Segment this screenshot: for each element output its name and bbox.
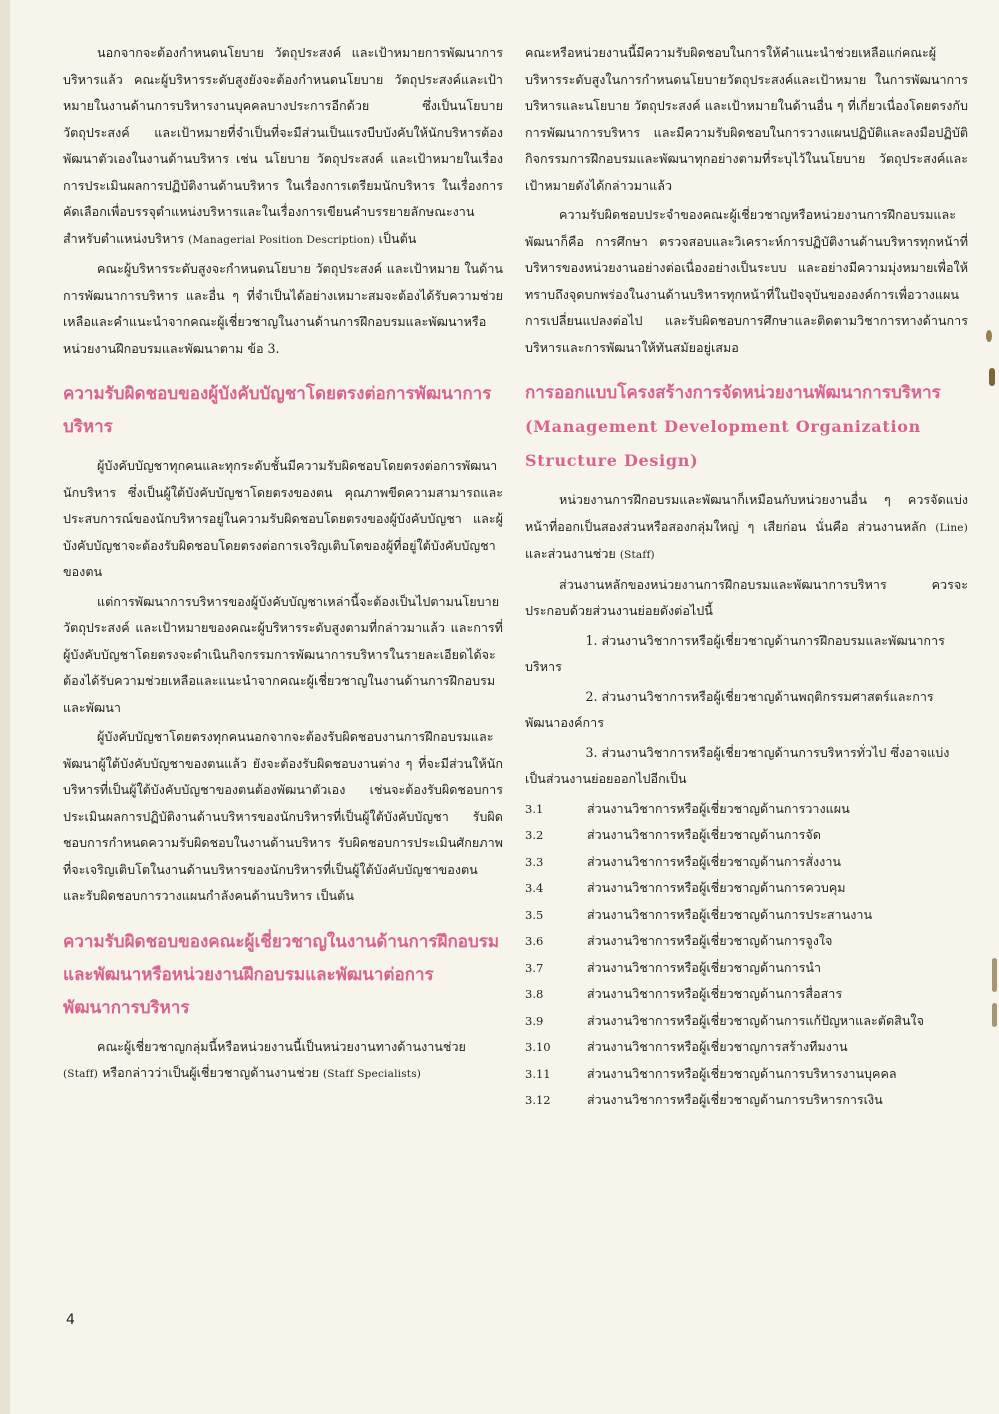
sub-list-item bbox=[525, 796, 968, 823]
sub-list-item bbox=[525, 849, 968, 876]
sub-item-number: 3.7 bbox=[525, 960, 544, 975]
sub-list-item bbox=[525, 875, 968, 902]
sub-item-text: ส่วนงานวิชาการหรือผู้เชี่ยวชาญด้านการควบคุม bbox=[587, 880, 846, 895]
sub-list-item bbox=[525, 1008, 968, 1035]
english-term: (Staff) bbox=[63, 1068, 99, 1080]
sub-item-text: ส่วนงานวิชาการหรือผู้เชี่ยวชาญด้านการสั่งงาน bbox=[587, 853, 841, 869]
sub-item-text: ส่วนงานวิชาการหรือผู้เชี่ยวชาญด้านการบริหารการเงิน bbox=[587, 1092, 883, 1107]
sub-item-number: 3.1 bbox=[525, 801, 544, 816]
sub-list-item bbox=[525, 955, 968, 982]
paragraph: ผู้บังคับบัญชาทุกคนและทุกระดับชั้นมีความรับผิดชอบโดยตรงต่อการพัฒนานักบริหาร ซึ่งเป็นผู้ใต้บังคับบัญชาโดยตรงของตน คุณภาพขีดความสามารถและประสบการณ์ของนักบริหารอยู่ในความรับผิดชอบโดยตรงของผู้บังคับบัญชา และผู้บังคับบัญชาจะต้องรับผิดชอบโดยตรงต่อการเจริญเติบโตของผู้ที่อยู่ใต้บังคับบัญชาของตน bbox=[63, 458, 503, 579]
sub-list-item bbox=[525, 981, 968, 1008]
english-term: (Managerial Position Description) bbox=[188, 233, 375, 246]
sub-item-text: ส่วนงานวิชาการหรือผู้เชี่ยวชาญการสร้างทีมงาน bbox=[587, 1039, 848, 1054]
heading-thai: การออกแบบโครงสร้างการจัดหน่วยงานพัฒนาการบริหาร bbox=[525, 383, 941, 403]
sub-list-item bbox=[525, 1034, 968, 1061]
sub-list-item bbox=[525, 1061, 968, 1088]
sub-item-text: ส่วนงานวิชาการหรือผู้เชี่ยวชาญด้านการจัด bbox=[587, 827, 821, 842]
sub-item-text: ส่วนงานวิชาการหรือผู้เชี่ยวชาญด้านการประสานงาน bbox=[587, 906, 873, 922]
sub-list-item bbox=[525, 928, 968, 955]
section-heading: ความรับผิดชอบของผู้บังคับบัญชาโดยตรงต่อการพัฒนาการบริหาร bbox=[63, 384, 492, 437]
paragraph: แต่การพัฒนาการบริหารของผู้บังคับบัญชาเหล่านี้จะต้องเป็นไปตามนโยบาย วัตถุประสงค์ และเป้าหมายของคณะผู้บริหารระดับสูงตามที่กล่าวมาแล้ว และการที่ผู้บังคับบัญชาโดยตรงจะดำเนินกิจกรรมการพัฒนาการบริหารในรายละเอียดได้จะต้องได้รับความช่วยเหลือและแนะนำจากคณะผู้เชี่ยวชาญในงานด้านการฝึกอบรมและพัฒนา bbox=[63, 593, 503, 715]
heading-english: (Management Development Organization Structure Design) bbox=[525, 417, 921, 470]
section-heading bbox=[525, 377, 968, 478]
english-term: (Staff) bbox=[619, 549, 655, 561]
sub-item-number: 3.5 bbox=[525, 907, 544, 922]
edge-stain-mark bbox=[992, 958, 997, 992]
english-term: (Line) bbox=[935, 521, 968, 534]
paragraph-text: คณะผู้เชี่ยวชาญกลุ่มนี้หรือหน่วยงานนี้เป็นหน่วยงานทางด้านงานช่วย bbox=[97, 1038, 466, 1054]
sub-list-item bbox=[525, 1087, 968, 1114]
paragraph: ผู้บังคับบัญชาโดยตรงทุกคนนอกจากจะต้องรับผิดชอบงานการฝึกอบรมและพัฒนาผู้ใต้บังคับบัญชาของตนแล้ว ยังจะต้องรับผิดชอบงานต่าง ๆ ที่จะมีส่วนให้นักบริหารที่เป็นผู้ใต้บังคับบัญชาของตนต้องพัฒนาตัวเอง เช่นจะต้องรับผิดชอบการประเมินผลการปฏิบัติงานด้านบริหารของนักบริหารที่เป็นผู้ใต้บังคับบัญชา รับผิดชอบการกำหนดความรับผิดชอบในงานด้านบริหาร รับผิดชอบการประเมินศักยภาพที่จะเจริญเติบโตในงานด้านบริหารของนักบริหารที่เป็นผู้ใต้บังคับบัญชาของตน และรับผิดชอบการวางแผนกำลังคนด้านบริหาร เป็นต้น bbox=[63, 729, 503, 903]
sub-item-text: ส่วนงานวิชาการหรือผู้เชี่ยวชาญด้านการจูงใจ bbox=[587, 933, 833, 948]
binding-hole-mark bbox=[989, 368, 995, 386]
sub-item-number: 3.3 bbox=[525, 854, 544, 869]
list-item: 2. ส่วนงานวิชาการหรือผู้เชี่ยวชาญด้านพฤติกรรมศาสตร์และการพัฒนาองค์การ bbox=[525, 688, 934, 730]
sub-item-text: ส่วนงานวิชาการหรือผู้เชี่ยวชาญด้านการสื่อสาร bbox=[587, 986, 843, 1001]
sub-list-item bbox=[525, 822, 968, 849]
sub-item-number: 3.8 bbox=[525, 987, 544, 1001]
sub-list-item bbox=[525, 902, 968, 929]
paragraph: คณะหรือหน่วยงานนี้มีความรับผิดชอบในการให้คำแนะนำช่วยเหลือแก่คณะผู้บริหารระดับสูงในการกำหนดนโยบายวัตถุประสงค์และเป้าหมาย ในการพัฒนาการบริหารและนโยบาย วัตถุประสงค์ และเป้าหมายในด้านอื่น ๆ ที่เกี่ยวเนื่องโดยตรงกับการพัฒนาการบริหาร และมีความรับผิดชอบในการวางแผนปฏิบัติและลงมือปฏิบัติกิจกรรมการฝึกอบรมและพัฒนาทุกอย่างตามที่ระบุไว้ในนโยบาย วัตถุประสงค์และเป้าหมายดังได้กล่าวมาแล้ว bbox=[525, 45, 968, 193]
page-number: 4 bbox=[66, 1312, 75, 1328]
paragraph bbox=[63, 40, 503, 253]
english-term: (Staff Specialists) bbox=[322, 1068, 422, 1080]
sub-item-number: 3.10 bbox=[525, 1040, 551, 1054]
paragraph: ส่วนงานหลักของหน่วยงานการฝึกอบรมและพัฒนาการบริหาร ควรจะประกอบด้วยส่วนงานย่อยดังต่อไปนี้ bbox=[525, 576, 968, 618]
paragraph bbox=[63, 1034, 503, 1088]
paragraph-text: หรือกล่าวว่าเป็นผู้เชี่ยวชาญด้านงานช่วย bbox=[102, 1065, 319, 1080]
sub-item-text: ส่วนงานวิชาการหรือผู้เชี่ยวชาญด้านการวางแผน bbox=[587, 800, 850, 816]
sub-item-number: 3.6 bbox=[525, 934, 544, 948]
paragraph: คณะผู้บริหารระดับสูงจะกำหนดนโยบาย วัตถุประสงค์ และเป้าหมาย ในด้านการพัฒนาการบริหาร และอื่น ๆ ที่จำเป็นได้อย่างเหมาะสมจะต้องได้รับความช่วยเหลือและคำแนะนำจากคณะผู้เชี่ยวชาญในงานด้านการฝึกอบรมและพัฒนาหรือหน่วยงานฝึกอบรมและพัฒนาตาม ข้อ 3. bbox=[63, 261, 503, 356]
left-column bbox=[63, 40, 503, 1091]
sub-item-number: 3.12 bbox=[525, 1093, 551, 1107]
paragraph-text: และส่วนงานช่วย bbox=[525, 546, 616, 561]
sub-item-number: 3.11 bbox=[525, 1066, 551, 1081]
paragraph-text: นอกจากจะต้องกำหนดนโยบาย วัตถุประสงค์ และเป้าหมายการพัฒนาการบริหารแล้ว คณะผู้บริหารระดับสูงยังจะต้องกำหนดนโยบาย วัตถุประสงค์และเป้าหมายในงานด้านการบริหารงานบุคคลบางประการอีกด้วย ซึ่งเป็นนโยบาย วัตถุประสงค์ และเป้าหมายที่จำเป็นที่จะมีส่วนเป็นแรงบีบบังคับให้นักบริหารต้องพัฒนาตัวเองในงานด้านบริหาร เช่น นโยบาย วัตถุประสงค์ และเป้าหมายในเรื่องการประเมินผลการปฏิบัติงานด้านบริหาร ในเรื่องการเตรียมนักบริหาร ในเรื่องการคัดเลือกเพื่อบรรจุตำแหน่งบริหารและในเรื่องการเขียนคำบรรยายลักษณะงานสำหรับตำแหน่งบริหาร bbox=[63, 45, 503, 246]
sub-item-number: 3.4 bbox=[525, 881, 544, 895]
paragraph: ความรับผิดชอบประจำของคณะผู้เชี่ยวชาญหรือหน่วยงานการฝึกอบรมและพัฒนาก็คือ การศึกษา ตรวจสอบและวิเคราะห์การปฏิบัติงานด้านบริหารทุกหน้าที่บริหารของหน่วยงานอย่างต่อเนื่องอย่างเป็นระบบ และอย่างมีความมุ่งหมายเพื่อให้ทราบถึงจุดบกพร่องในงานด้านบริหารทุกหน้าที่ในปัจจุบันขององค์การเพื่อวางแผนการเปลี่ยนแปลงต่อไป และรับผิดชอบการศึกษาและติดตามวิชาการทางด้านการบริหารและการพัฒนาให้ทันสมัยอยู่เสมอ bbox=[525, 207, 968, 355]
list-item: 1. ส่วนงานวิชาการหรือผู้เชี่ยวชาญด้านการฝึกอบรมและพัฒนาการบริหาร bbox=[525, 632, 945, 674]
paragraph-text: เป็นต้น bbox=[378, 230, 417, 246]
section-heading: ความรับผิดชอบของคณะผู้เชี่ยวชาญในงานด้านการฝึกอบรมและพัฒนาหรือหน่วยงานฝึกอบรมและพัฒนาต่อการพัฒนาการบริหาร bbox=[63, 931, 500, 1018]
sub-item-text: ส่วนงานวิชาการหรือผู้เชี่ยวชาญด้านการนำ bbox=[587, 959, 822, 975]
sub-item-text: ส่วนงานวิชาการหรือผู้เชี่ยวชาญด้านการแก้ปัญหาและตัดสินใจ bbox=[587, 1012, 924, 1028]
sub-item-number: 3.2 bbox=[525, 828, 544, 842]
list-item: 3. ส่วนงานวิชาการหรือผู้เชี่ยวชาญด้านการบริหารทั่วไป ซึ่งอาจแบ่งเป็นส่วนงานย่อยออกไปอีกเป็น bbox=[525, 744, 950, 786]
paragraph bbox=[525, 487, 968, 569]
right-column bbox=[525, 40, 968, 1114]
sub-item-text: ส่วนงานวิชาการหรือผู้เชี่ยวชาญด้านการบริหารงานบุคคล bbox=[587, 1065, 897, 1081]
edge-stain-mark bbox=[992, 1003, 997, 1027]
paragraph-text: หน่วยงานการฝึกอบรมและพัฒนาก็เหมือนกับหน่วยงานอื่น ๆ ควรจัดแบ่งหน้าที่ออกเป็นสองส่วนหรือสองกลุ่มใหญ่ ๆ เสียก่อน นั่นคือ ส่วนงานหลัก bbox=[525, 492, 968, 534]
page-edge bbox=[0, 0, 10, 1414]
binding-hole-mark bbox=[986, 330, 992, 342]
sub-item-number: 3.9 bbox=[525, 1013, 544, 1028]
